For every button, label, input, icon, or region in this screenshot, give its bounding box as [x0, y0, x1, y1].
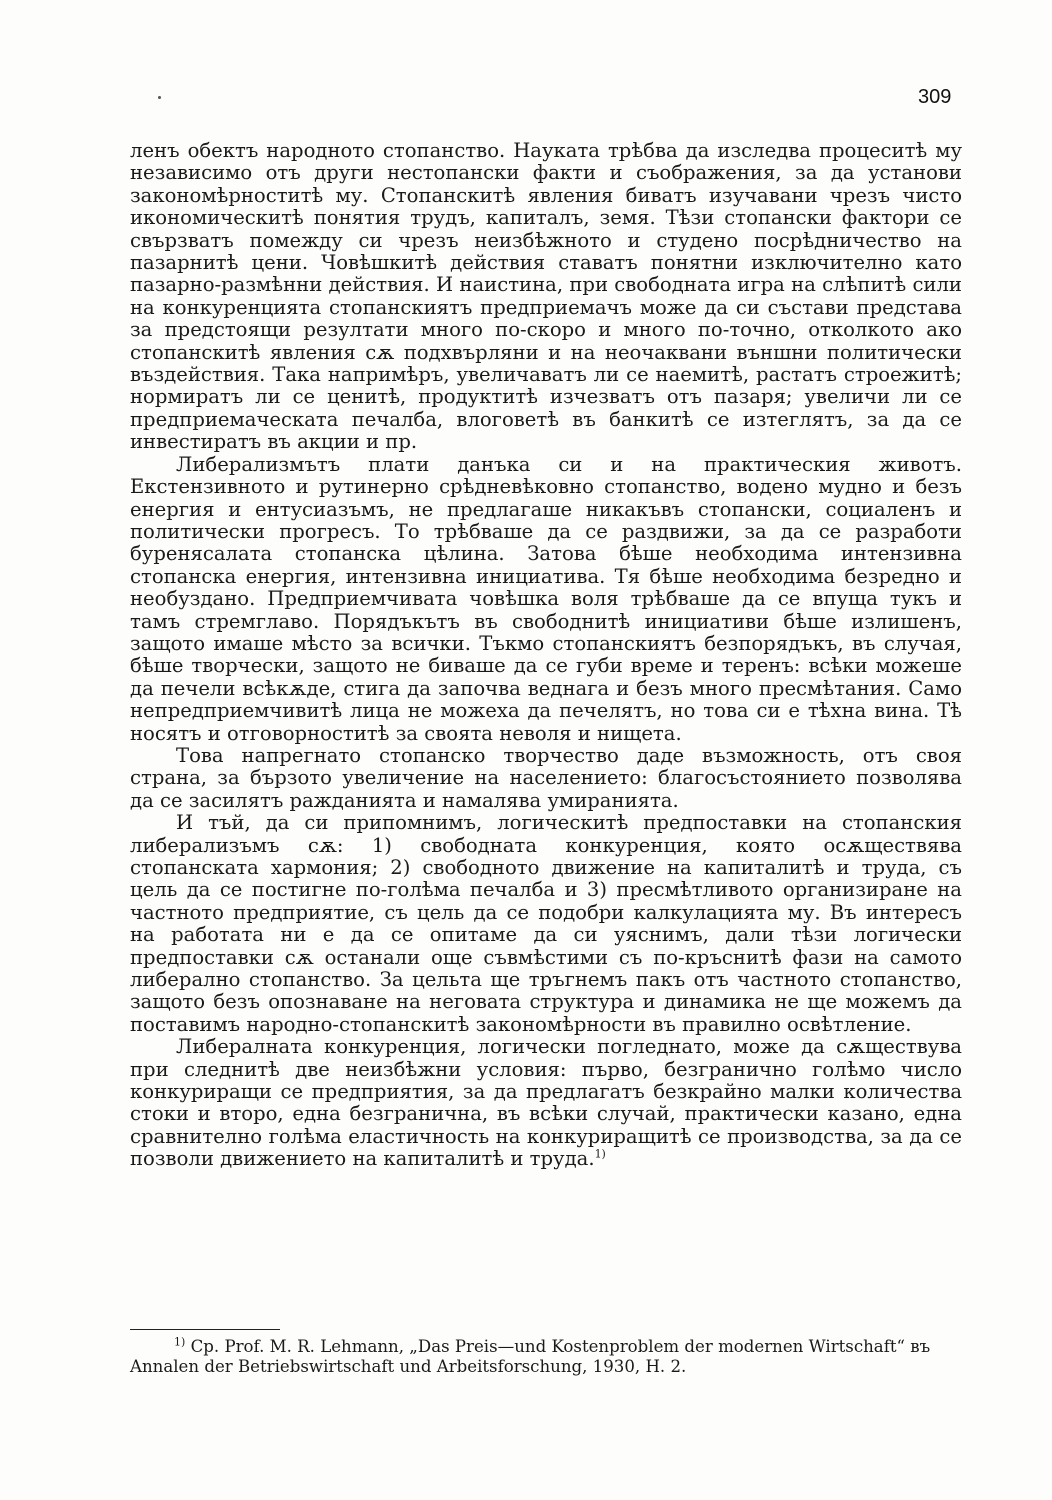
page-speck	[158, 96, 161, 99]
footnote	[130, 1337, 962, 1377]
paragraph-2: Либерализмътъ плати данъка си и на практическия животъ. Екстензивното и рутинерно срѣдневѣковно стопанство, водено мудно и безъ енергия и ентусиазъмъ, не предлагаше никакъвъ стопански, социаленъ и политически прогресъ. То трѣбваше да се раздвижи, за да се разработи буренясалата стопанска цѣлина. Затова бѣше необходима интензивна стопанска енергия, интензивна инициатива. Тя бѣше необходима безредно и необуздано. Предприемчивата човѣшка воля трѣбваше да се впуща тукъ и тамъ стремглаво. Порядъкътъ въ свободнитѣ инициативи бѣше излишенъ, защото имаше мѣсто за всички. Тъкмо стопанскиятъ безпорядъкъ, въ случая, бѣше творчески, защото не биваше да се губи време и теренъ: всѣки можеше да печели всѣкѫде, стига да започва веднага и безъ много пресмѣтания. Само непредприемчивитѣ лица не можеха да печелятъ, но това си е тѣхна вина. Тѣ носятъ и отговорноститѣ за своята неволя и нищета.	[130, 452, 962, 745]
paragraph-5-text: Либералната конкуренция, логически погледнато, може да сѫществува при следнитѣ две неизбѣжни условия: първо, безгранично голѣмо число конкуриращи се предприятия, за да предлагатъ безкрайно малки количества стоки и второ, една безгранична, въ всѣки случай, практически казано, една сравнително голѣма еластичность на конкуриращитѣ се производства, за да се позволи движението на капиталитѣ и труда.	[130, 1035, 962, 1171]
footnote-divider	[130, 1329, 280, 1330]
footnote-marker: 1)	[174, 1335, 186, 1349]
main-text	[130, 140, 962, 1171]
footnote-text: Ср. Prof. M. R. Lehmann, „Das Preis—und Kostenproblem der modernen Wirtschaft“ въ Annalen der Betriebswirtschaft und Arbeitsforschung, 1930, H. 2.	[130, 1337, 931, 1376]
footnote-reference: 1)	[594, 1147, 606, 1161]
paragraph-3: Това напрегнато стопанско творчество даде възможность, отъ своя страна, за бързото увеличение на населението: благосъстоянието позволява да се засилятъ ражданията и намалява умиранията.	[130, 743, 962, 812]
paragraph-4: И тъй, да си припомнимъ, логическитѣ предпоставки на стопанския либерализъмъ сѫ: 1) свободната конкуренция, която осѫществява стопанската хармония; 2) свободното движение на капиталитѣ и труда, съ цель да се постигне по-голѣма печалба и 3) пресмѣтливото организиране на частното предприятие, съ цель да се подобри калкулацията му. Въ интересъ на работата ни е да се опитаме да си уяснимъ, дали тѣзи логически предпоставки сѫ останали още съвмѣстими съ по-кръснитѣ фази на самото либерално стопанство. За цельта ще тръгнемъ пакъ отъ частното стопанство, защото безъ опознаване на неговата структура и динамика не ще можемъ да поставимъ народно-стопанскитѣ закономѣрности въ правилно освѣтление.	[130, 811, 962, 1036]
paragraph-5	[130, 1036, 962, 1170]
page-number: 309	[918, 86, 952, 108]
paragraph-1: ленъ обектъ народното стопанство. Науката трѣбва да изследва процеситѣ му независимо отъ други нестопански факти и съображения, за да установи закономѣрноститѣ му. Стопанскитѣ явления биватъ изучавани чрезъ чисто икономическитѣ понятия трудъ, капиталъ, земя. Тѣзи стопански фактори се свързватъ помежду си чрезъ неизбѣжното и студено посрѣдничество на пазарнитѣ цени. Човѣшкитѣ действия ставатъ понятни изключително като пазарно-размѣнни действия. И наистина, при свободната игра на слѣпитѣ сили на конкуренцията стопанскиятъ предприемачъ може да си състави представа за предстоящи резултати много по-скоро и много по-точно, отколкото ако стопанскитѣ явления сѫ подхвърляни и на неочаквани външни политически въздействия. Така напримѣръ, увеличаватъ ли се наемитѣ, растатъ строежитѣ; нормиратъ ли се ценитѣ, продуктитѣ изчезватъ отъ пазаря; увеличи ли се предприемаческата печалба, влоговетѣ въ банкитѣ се изтеглятъ, за да се инвестиратъ въ акции и пр.	[130, 139, 962, 454]
